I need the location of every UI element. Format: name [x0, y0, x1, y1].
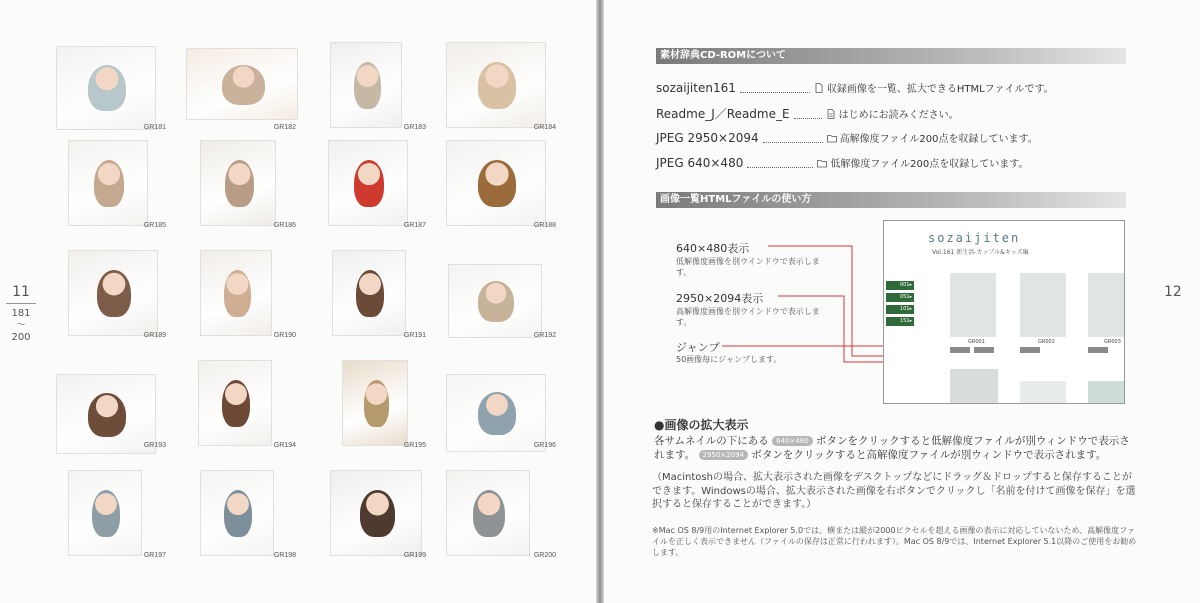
item-name: Readme_J／Readme_E — [656, 107, 790, 121]
callout-jump: ジャンプ — [676, 341, 720, 354]
callout-640-desc: 低解像度画像を別ウインドウで表示します。 — [676, 257, 820, 277]
preview-size-button — [950, 347, 970, 353]
preview-thumbnail — [1020, 273, 1066, 337]
preview-code: GR001 — [968, 339, 985, 345]
range-top: 181 — [11, 308, 31, 319]
photo-code: GR197 — [143, 552, 166, 559]
callout-640: 640×480表示 — [676, 242, 750, 255]
preview-size-button — [1088, 347, 1108, 353]
photo-code: GR191 — [403, 332, 426, 339]
photo-code: GR190 — [273, 332, 296, 339]
right-page-number: 12 — [1164, 284, 1182, 300]
jump-button: 101▸ — [886, 305, 914, 314]
jump-button: 151▸ — [886, 317, 914, 326]
item-name: JPEG 640×480 — [656, 156, 744, 170]
zoom-text-1: 各サムネイルの下にある — [654, 435, 769, 447]
photo-code: GR199 — [403, 552, 426, 559]
preview-thumbnail — [1020, 381, 1066, 404]
zoom-section-title: ●画像の拡大表示 — [654, 418, 749, 432]
photo-code: GR196 — [533, 442, 556, 449]
preview-code: GR002 — [1038, 339, 1055, 345]
preview-size-button — [1020, 347, 1040, 353]
section-header-cdrom: 素材辞典CD-ROMについて — [656, 48, 1126, 64]
preview-thumbnail — [950, 273, 996, 337]
range-separator: 〜 — [16, 320, 26, 331]
preview-thumbnail — [1088, 381, 1125, 404]
chip-2950: 2950×2094 — [699, 450, 749, 460]
preview-code: GR003 — [1104, 339, 1121, 345]
preview-size-button — [974, 347, 994, 353]
photo-code: GR189 — [143, 332, 166, 339]
photo-code: GR186 — [273, 222, 296, 229]
zoom-paragraph — [654, 434, 1140, 462]
photo-code: GR200 — [533, 552, 556, 559]
chip-640: 640×480 — [772, 436, 813, 446]
range-bottom: 200 — [11, 332, 31, 343]
photo-code: GR193 — [143, 442, 166, 449]
photo-code: GR187 — [403, 222, 426, 229]
mac-windows-note: （Macintoshの場合、拡大表示された画像をデスクトップなどにドラッグ＆ドロップすると保存することができます。Windowsの場合、拡大表示された画像を右ボタンでクリックし「名前を付けて画像を保存」を選択すると保存することができます。） — [652, 472, 1136, 510]
photo-code: GR183 — [403, 124, 426, 131]
zoom-text-3: ボタンをクリックすると高解像度ファイルが別ウィンドウで表示されます。 — [751, 449, 1107, 461]
jump-button: 051▸ — [886, 293, 914, 302]
photo-code: GR188 — [533, 222, 556, 229]
section-header-html-usage: 画像一覧HTMLファイルの使い方 — [656, 192, 1126, 208]
footnote: ※Mac OS 8/9用のInternet Explorer 5.0では、横または縦が2000ピクセルを超える画像の表示に対応していないため、高解像度ファイルを正しく表示できません（ファイルの保存は正常に行われます）。Mac OS 8/9では、Internet Explorer 5.1以降のご使用をお勧めします。 — [652, 526, 1137, 557]
photo-code: GR181 — [143, 124, 166, 131]
html-preview-screenshot — [883, 220, 1125, 404]
item-desc: 高解像度ファイル200点を収録しています。 — [839, 134, 1038, 145]
photo-code: GR182 — [273, 124, 296, 131]
preview-thumbnail — [950, 369, 998, 404]
zoom-text-2: ボタンをクリックすると低解像度ファイルが別ウィンドウで表示されます。 — [654, 435, 1130, 461]
photo-code: GR184 — [533, 124, 556, 131]
preview-thumbnail — [1088, 273, 1125, 337]
item-desc: 低解像度ファイル200点を収録しています。 — [830, 159, 1029, 170]
photo-code: GR195 — [403, 442, 426, 449]
preview-subtitle: Vol.161 新生活-カップル&キッズ編 — [932, 249, 1029, 256]
item-name: sozaijiten161 — [656, 81, 736, 95]
left-page-number: 11 — [12, 284, 30, 300]
photo-code: GR198 — [273, 552, 296, 559]
item-desc: 収録画像を一覧、拡大できるHTMLファイルです。 — [826, 84, 1054, 95]
callout-2950: 2950×2094表示 — [676, 292, 764, 305]
jump-button: 001▸ — [886, 281, 914, 290]
photo-code: GR192 — [533, 332, 556, 339]
photo-code: GR194 — [273, 442, 296, 449]
callout-jump-desc: 50画像毎にジャンプします。 — [676, 355, 782, 364]
callout-2950-desc: 高解像度画像を別ウインドウで表示します。 — [676, 307, 820, 327]
photo-code: GR185 — [143, 222, 166, 229]
item-name: JPEG 2950×2094 — [656, 131, 759, 145]
item-desc: はじめにお読みください。 — [838, 110, 959, 121]
preview-logo: sozaijiten — [928, 231, 1021, 245]
